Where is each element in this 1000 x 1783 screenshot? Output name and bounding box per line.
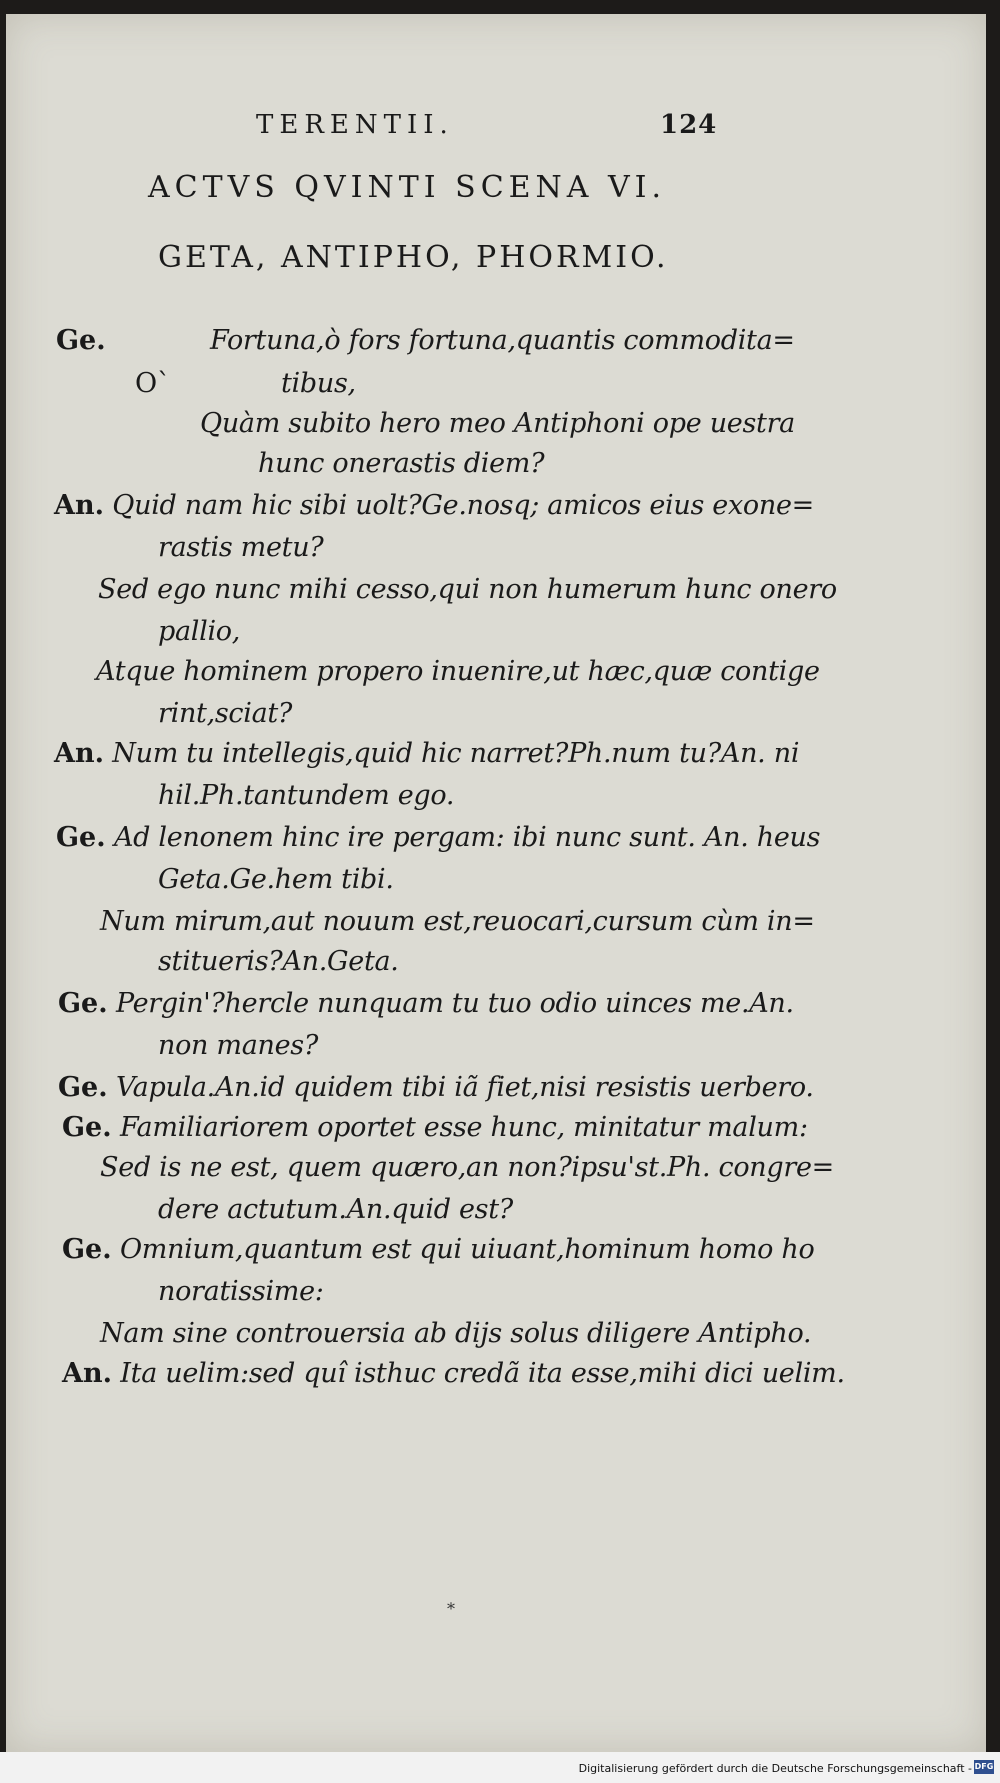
line-text: noratissime:: [158, 1276, 324, 1307]
verse-line: [58, 988, 794, 1019]
verse-line: [100, 906, 815, 937]
line-text: Geta.Ge.hem tibi.: [158, 864, 394, 895]
verse-line: [100, 1152, 834, 1183]
line-text: stitueris?An.Geta.: [158, 946, 399, 977]
verse-line: [58, 1072, 814, 1103]
verse-line: [62, 1358, 845, 1389]
speaker: An.: [54, 738, 104, 769]
verse-line: [158, 780, 454, 811]
line-text: Sed is ne est, quem quæro,an non?ipsu'st.Ph. congre=: [100, 1152, 834, 1183]
cast-list: GETA, ANTIPHO, PHORMIO.: [158, 240, 669, 275]
verse-line: [158, 864, 394, 895]
line-text: Pergin'?hercle nunquam tu tuo odio uinces me.An.: [115, 988, 794, 1019]
verse-line: [158, 1030, 318, 1061]
speaker: An.: [54, 490, 104, 521]
verse-line: [100, 1318, 811, 1349]
signature-mark: ⁎: [447, 1594, 455, 1613]
line-text: Quid nam hic sibi uolt?Ge.nosq; amicos eius exone=: [112, 490, 814, 521]
line-text: Fortuna,ò fors fortuna,quantis commodita=: [210, 325, 795, 356]
dfg-logo-icon: DFG: [974, 1760, 994, 1774]
verse-line: [56, 325, 106, 356]
speaker: Ge.: [62, 1234, 112, 1265]
initial-letter: O`: [135, 368, 171, 399]
speaker: Ge.: [58, 1072, 108, 1103]
verse-line: [98, 574, 837, 605]
verse-line: [62, 1112, 808, 1143]
speaker: Ge.: [56, 822, 106, 853]
line-text: tibus,: [281, 368, 356, 399]
line-text: Familiariorem oportet esse hunc, minitatur malum:: [119, 1112, 808, 1143]
line-text: Atque hominem propero inuenire,ut hæc,quæ contige: [96, 656, 820, 687]
verse-line: [54, 738, 799, 769]
verse-line: [158, 1276, 324, 1307]
line-text: Ita uelim:sed quî isthuc credã ita esse,mihi dici uelim.: [120, 1358, 845, 1389]
verse-line: [258, 448, 544, 479]
line-text: Num tu intellegis,quid hic narret?Ph.num tu?An. ni: [112, 738, 800, 769]
speaker: An.: [62, 1358, 112, 1389]
line-text: hunc onerastis diem?: [258, 448, 545, 479]
line-text: dere actutum.An.quid est?: [158, 1194, 513, 1225]
line-text: hil.Ph.tantundem ego.: [158, 780, 455, 811]
verse-line: [54, 490, 814, 521]
speaker: Ge.: [62, 1112, 112, 1143]
verse-line: [158, 698, 292, 729]
line-text: Sed ego nunc mihi cesso,qui non humerum hunc onero: [98, 574, 837, 605]
verse-line: [96, 656, 820, 687]
verse-line: [281, 368, 356, 399]
line-text: rastis metu?: [158, 532, 324, 563]
verse-line: [200, 408, 795, 439]
verse-line: [56, 822, 820, 853]
page-number: 124: [660, 110, 718, 140]
line-text: Num mirum,aut nouum est,reuocari,cursum cùm in=: [100, 906, 815, 937]
line-text: Omnium,quantum est qui uiuant,hominum homo ho: [119, 1234, 815, 1265]
line-text: rint,sciat?: [158, 698, 293, 729]
verse-line: [158, 1194, 513, 1225]
verse-line: [62, 1234, 814, 1265]
act-heading: ACTVS QVINTI SCENA VI.: [148, 170, 667, 205]
running-head-title: TERENTII.: [256, 110, 454, 140]
line-text: Ad lenonem hinc ire pergam: ibi nunc sunt. An. heus: [113, 822, 821, 853]
verse-line: [158, 616, 240, 647]
line-text: Vapula.An.id quidem tibi iã fiet,nisi resistis uerbero.: [115, 1072, 814, 1103]
verse-line: [158, 946, 399, 977]
line-text: Nam sine controuersia ab dijs solus diligere Antipho.: [100, 1318, 812, 1349]
line-text: non manes?: [158, 1030, 319, 1061]
speaker: Ge.: [56, 325, 106, 356]
verse-line: [158, 532, 323, 563]
digitization-credit: Digitalisierung gefördert durch die Deutsche Forschungsgemeinschaft -: [578, 1762, 972, 1775]
speaker: Ge.: [58, 988, 108, 1019]
line-text: pallio,: [158, 616, 241, 647]
line-text: Quàm subito hero meo Antiphoni ope uestra: [200, 408, 795, 439]
verse-line: [210, 325, 795, 356]
